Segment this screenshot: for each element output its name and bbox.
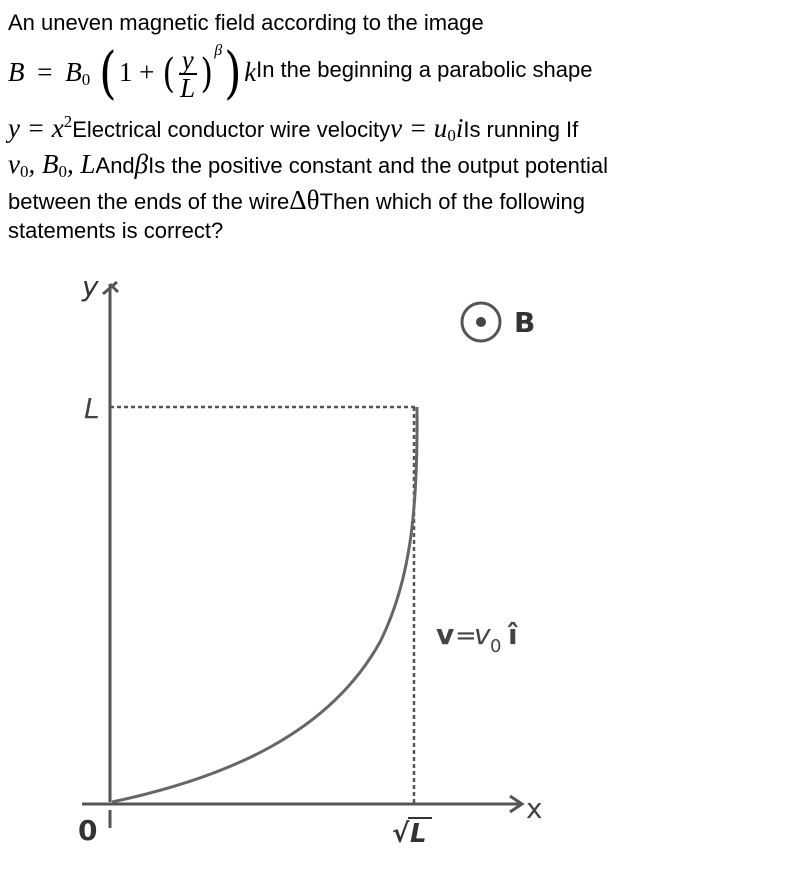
const-v: v bbox=[8, 149, 20, 179]
formula-B0-sub: 0 bbox=[81, 69, 91, 89]
parabola-eq-exp: 2 bbox=[63, 112, 73, 131]
question-line-4 bbox=[8, 150, 788, 186]
field-formula bbox=[8, 36, 257, 107]
question-line-5 bbox=[8, 186, 788, 216]
velocity-label-v0: v bbox=[474, 618, 491, 651]
question-and: And bbox=[95, 153, 135, 178]
y-axis-label: y bbox=[82, 270, 99, 303]
field-dot-icon bbox=[476, 317, 486, 327]
parabolic-wire bbox=[112, 407, 417, 802]
wire-diagram bbox=[0, 262, 800, 882]
velocity-eq-i: i bbox=[455, 113, 464, 143]
formula-fraction bbox=[179, 45, 197, 104]
question-line-5-rest: Then which of the following bbox=[319, 189, 585, 214]
question-line-2-rest: In the beginning a parabolic shape bbox=[256, 56, 593, 82]
sqrtL-var: L bbox=[410, 819, 427, 849]
field-label: B bbox=[514, 306, 536, 339]
const-B-sub: 0 bbox=[58, 162, 67, 181]
formula-equals: = bbox=[37, 56, 53, 87]
formula-B: B bbox=[8, 56, 25, 87]
label-L: L bbox=[84, 392, 100, 425]
const-beta: β bbox=[134, 149, 149, 179]
sqrtL-radical: √ bbox=[392, 819, 410, 849]
formula-inner-open-paren: ( bbox=[162, 50, 176, 97]
parabola-eq-main: y = x bbox=[8, 113, 64, 143]
formula-one-plus: 1 + bbox=[118, 56, 155, 87]
question-line-3 bbox=[8, 107, 788, 150]
question-text bbox=[8, 8, 788, 245]
constants-list bbox=[8, 149, 96, 179]
formula-beta-exponent: β bbox=[214, 41, 223, 59]
velocity-eq bbox=[390, 113, 463, 143]
origin-label: 0 bbox=[78, 814, 98, 847]
const-L: , L bbox=[66, 149, 96, 179]
velocity-label-eq: = bbox=[455, 621, 477, 651]
question-line-3-text: Electrical conductor wire velocity bbox=[72, 117, 391, 142]
question-line-5-text: between the ends of the wire bbox=[8, 189, 290, 214]
question-line-6: statements is correct? bbox=[8, 218, 224, 243]
question-line-1: An uneven magnetic field according to the image bbox=[8, 10, 484, 35]
formula-B0: B bbox=[65, 56, 82, 87]
velocity-label-v0-sub: 0 bbox=[490, 636, 502, 657]
formula-open-paren: ( bbox=[99, 41, 117, 107]
x-axis-label: x bbox=[526, 792, 543, 825]
velocity-label-i: î bbox=[508, 618, 518, 651]
formula-frac-den: L bbox=[180, 73, 196, 104]
formula-frac-num: y bbox=[179, 47, 197, 75]
formula-k: k bbox=[244, 56, 257, 87]
parabola-eq bbox=[8, 113, 72, 143]
velocity-label-v: v bbox=[436, 618, 455, 651]
formula-inner-close-paren: ) bbox=[200, 50, 213, 97]
formula-close-paren: ) bbox=[224, 41, 242, 107]
const-B: , B bbox=[28, 149, 59, 179]
question-line-3-end: Is running If bbox=[463, 117, 579, 142]
field-formula-line bbox=[8, 37, 788, 107]
velocity-eq-sub: 0 bbox=[447, 126, 456, 145]
potential-symbol: Δθ bbox=[289, 185, 320, 215]
velocity-eq-main: v = u bbox=[390, 113, 448, 143]
question-line-4-rest: Is the positive constant and the output potential bbox=[148, 153, 608, 178]
const-v-sub: 0 bbox=[19, 162, 29, 181]
